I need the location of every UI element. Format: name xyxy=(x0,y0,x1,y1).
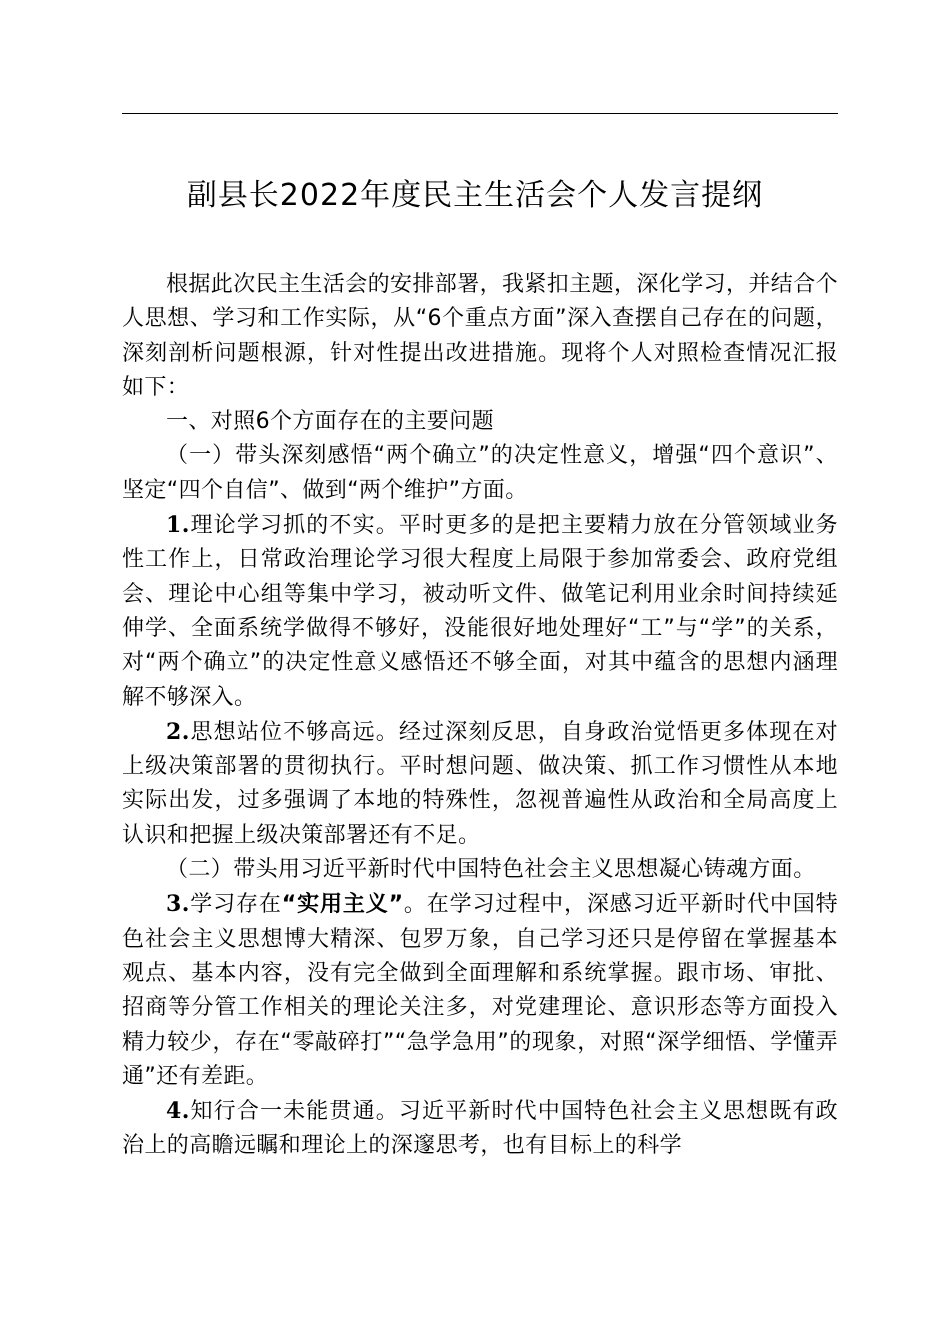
item-number: 4. xyxy=(166,1098,190,1125)
item-text: 知行合一未能贯通。习近平新时代中国特色社会主义思想既有政治上的高瞻远瞩和理论上的深邃思考，也有目标上的科学 xyxy=(122,1099,838,1159)
document-title: 副县长2022年度民主生活会个人发言提纲 xyxy=(186,178,764,213)
item-text: 思想站位不够高远。经过深刻反思，自身政治觉悟更多体现在对上级决策部署的贯彻执行。平时想问题、做决策、抓工作习惯性从本地实际出发，过多强调了本地的特殊性，忽视普遍性从政治和全局高度上认识和把握上级决策部署还有不足。 xyxy=(122,719,838,848)
subsection-heading-1: （一）带头深刻感悟“两个确立”的决定性意义，增强“四个意识”、坚定“四个自信”、做到“两个维护”方面。 xyxy=(122,443,838,503)
intro-paragraph: 根据此次民主生活会的安排部署，我紧扣主题，深化学习，并结合个人思想、学习和工作实际，从“6个重点方面”深入查摆自己存在的问题，深刻剖析问题根源，针对性提出改进措施。现将个人对照检查情况汇报如下： xyxy=(122,272,839,400)
item-bold-phrase: “实用主义” xyxy=(281,892,404,918)
item-text: 理论学习抓的不实。平时更多的是把主要精力放在分管领域业务性工作上，日常政治理论学习很大程度上局限于参加常委会、政府党组会、理论中心组等集中学习，被动听文件、做笔记利用业余时间持续延伸学、全面系统学做得不够好，没能很好地处理好“工”与“学”的关系，对“两个确立”的决定性意义感悟还不够全面，对其中蕴含的思想内涵理解不够深入。 xyxy=(122,513,838,710)
item-paragraph-1 xyxy=(122,508,838,715)
subsection-heading-2: （二）带头用习近平新时代中国特色社会主义思想凝心铸魂方面。 xyxy=(166,857,816,883)
item-number: 1. xyxy=(166,512,190,539)
document-body xyxy=(122,268,838,1164)
item-text-prefix: 学习存在 xyxy=(189,892,282,918)
item-paragraph-3 xyxy=(122,887,838,1094)
item-text: 。在学习过程中，深感习近平新时代中国特色社会主义思想博大精深、包罗万象，自己学习还只是停留在掌握基本观点、基本内容，没有完全做到全面理解和系统掌握。跟市场、审批、招商等分管工作相关的理论关注多，对党建理论、意识形态等方面投入精力较少，存在“零敲碎打”“急学急用”的现象，对照“深学细悟、学懂弄通”还有差距。 xyxy=(122,892,838,1089)
header-rule xyxy=(122,113,838,114)
item-number: 2. xyxy=(166,718,190,745)
item-number: 3. xyxy=(166,891,190,918)
item-paragraph-4 xyxy=(122,1094,838,1164)
item-paragraph-2 xyxy=(122,715,838,853)
section-heading: 一、对照6个方面存在的主要问题 xyxy=(166,409,494,435)
